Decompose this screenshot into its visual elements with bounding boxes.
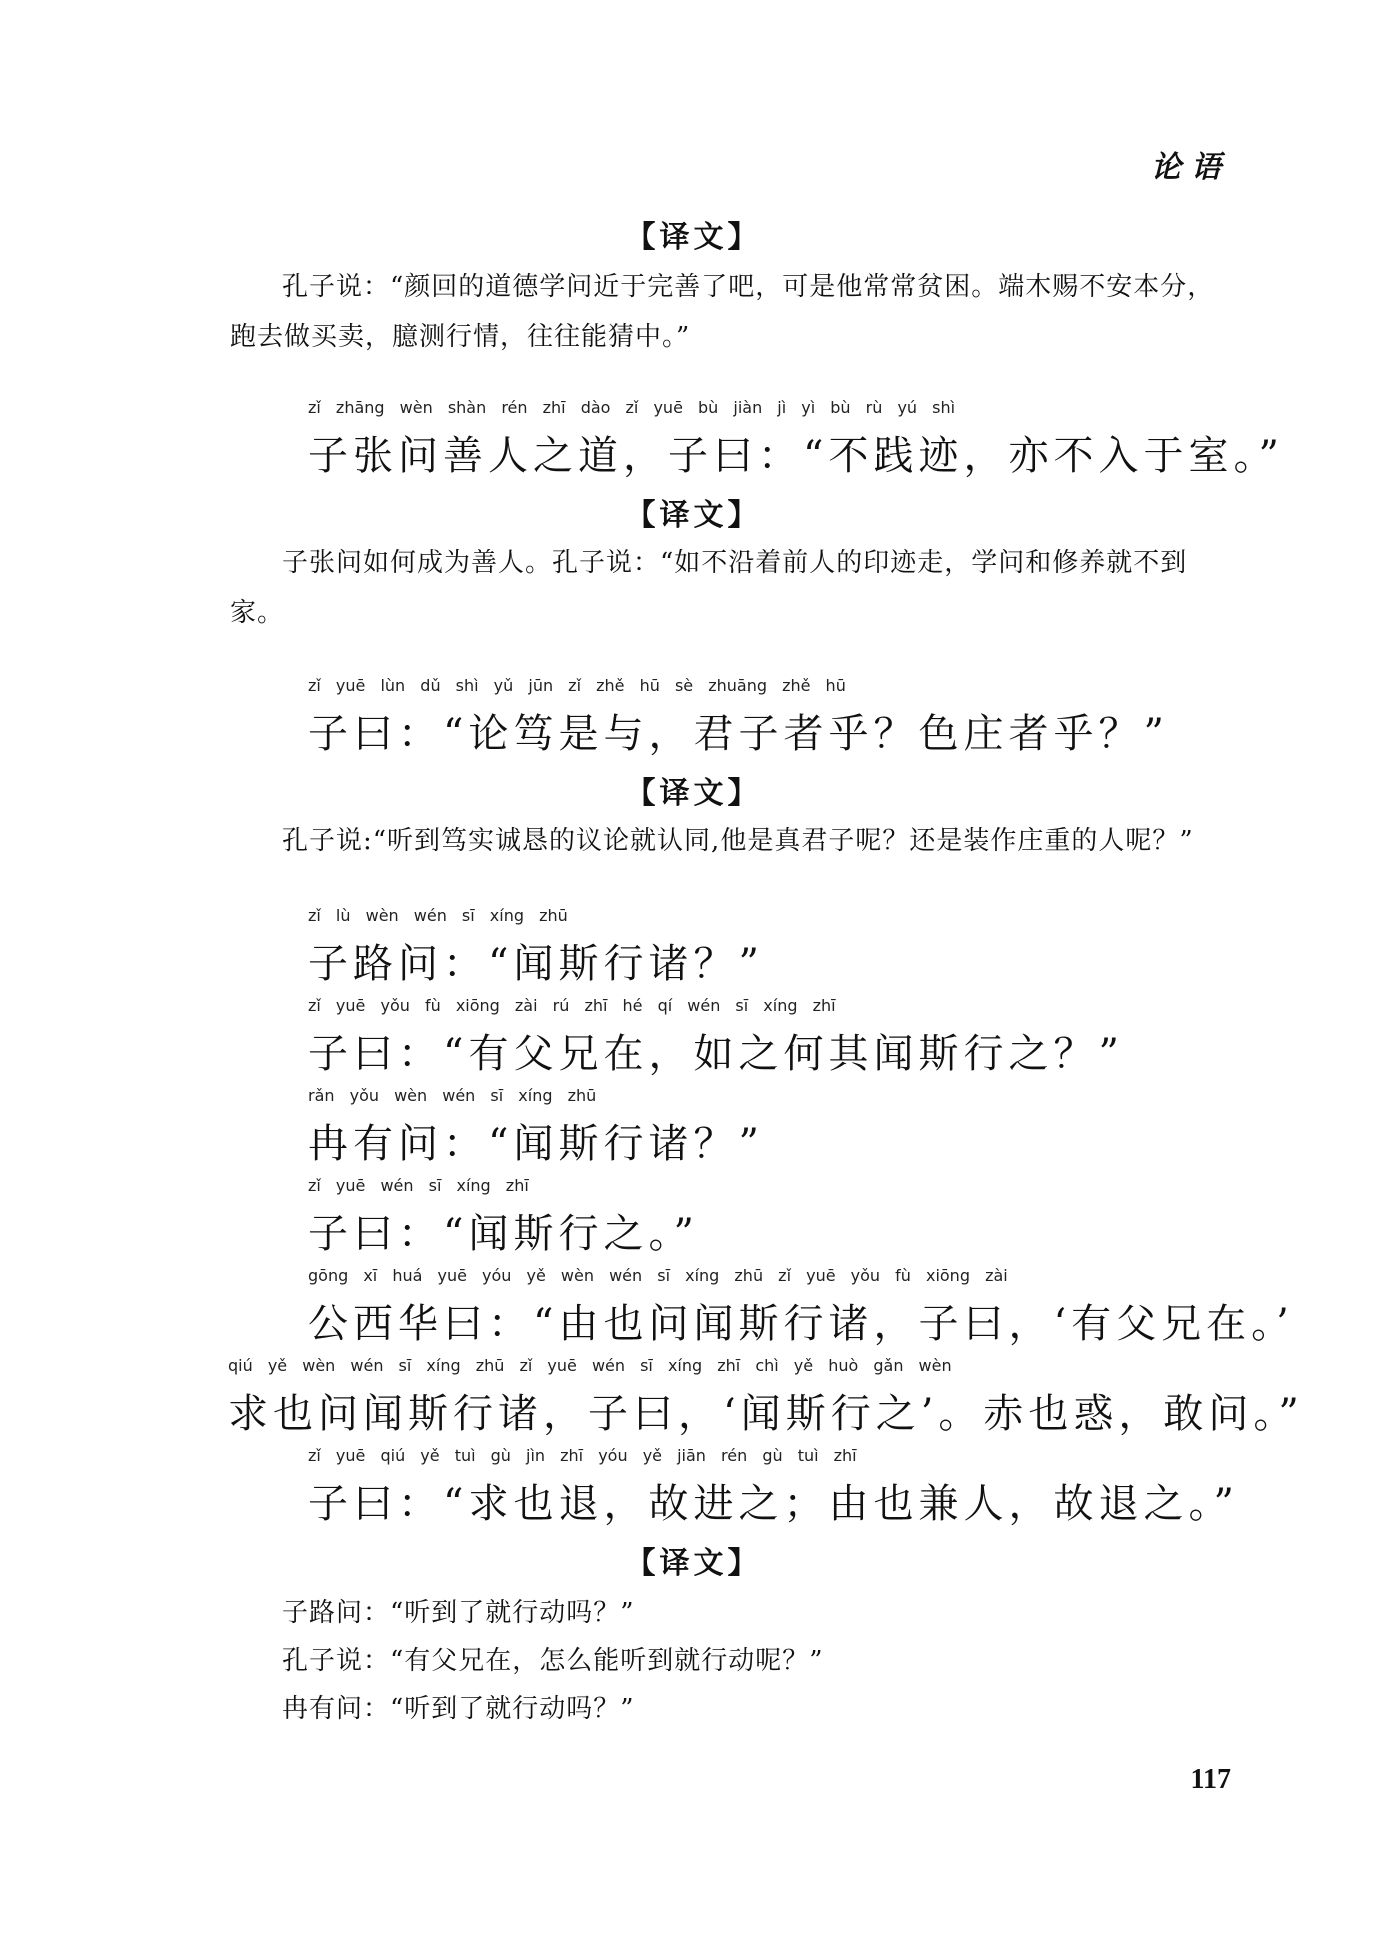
classical-text-line: 子曰：“有父兄在，如之何其闻斯行之？” [308,1031,1124,1077]
pinyin-line: qiú yě wèn wén sī xíng zhū zǐ yuē wén sī xíng zhī chì yě huò gǎn wèn [228,1356,952,1375]
translation-heading-2: 【译文】 [625,498,762,533]
pinyin-line: zǐ lù wèn wén sī xíng zhū [308,906,568,925]
translation-paragraph-1: 孔子说：“颜回的道德学问近于完善了吧，可是他常常贫困。端木赐不安本分，跑去做买卖，臆测行情，往往能猜中。” [230,272,1215,352]
classical-text-line: 冉有问：“闻斯行诸？” [308,1121,764,1167]
classical-text-line: 求也问闻斯行诸，子曰，‘闻斯行之’。赤也惑，敢问。” [228,1391,1304,1437]
translation-paragraph-2: 子张问如何成为善人。孔子说：“如不沿着前人的印迹走，学问和修养就不到家。 [230,548,1188,628]
classical-text-line: 子张问善人之道，子曰：“不践迹，亦不入于室。” [308,433,1284,479]
classical-text-line: 公西华曰：“由也问闻斯行诸，子曰，‘有父兄在。’ [308,1301,1294,1347]
pinyin-line: zǐ yuē qiú yě tuì gù jìn zhī yóu yě jiān rén gù tuì zhī [308,1446,857,1465]
classical-text-line: 子曰：“求也退，故进之；由也兼人，故退之。” [308,1481,1239,1527]
pinyin-line: zǐ zhāng wèn shàn rén zhī dào zǐ yuē bù jiàn jì yì bù rù yú shì [308,398,956,417]
translation-heading-1: 【译文】 [625,220,762,255]
pinyin-line: zǐ yuē lùn dǔ shì yǔ jūn zǐ zhě hū sè zhuāng zhě hū [308,676,846,695]
page-number: 117 [1190,1764,1231,1795]
translation-line: 冉有问：“听到了就行动吗？” [282,1694,635,1724]
running-head: 论语 [1151,150,1231,185]
translation-heading-3: 【译文】 [625,776,762,811]
pinyin-line: zǐ yuē yǒu fù xiōng zài rú zhī hé qí wén sī xíng zhī [308,996,836,1015]
classical-text-line: 子路问：“闻斯行诸？” [308,941,764,987]
pinyin-line: gōng xī huá yuē yóu yě wèn wén sī xíng zhū zǐ yuē yǒu fù xiōng zài [308,1266,1008,1285]
classical-text-line: 子曰：“论笃是与，君子者乎？色庄者乎？” [308,711,1169,757]
translation-line: 子路问：“听到了就行动吗？” [282,1598,635,1628]
translation-paragraph-3: 孔子说:“听到笃实诚恳的议论就认同,他是真君子呢？还是装作庄重的人呢？” [282,826,1194,856]
translation-line: 孔子说：“有父兄在，怎么能听到就行动呢？” [282,1646,824,1676]
translation-heading-4: 【译文】 [625,1546,762,1581]
pinyin-line: rǎn yǒu wèn wén sī xíng zhū [308,1086,597,1105]
pinyin-line: zǐ yuē wén sī xíng zhī [308,1176,529,1195]
classical-text-line: 子曰：“闻斯行之。” [308,1211,699,1257]
